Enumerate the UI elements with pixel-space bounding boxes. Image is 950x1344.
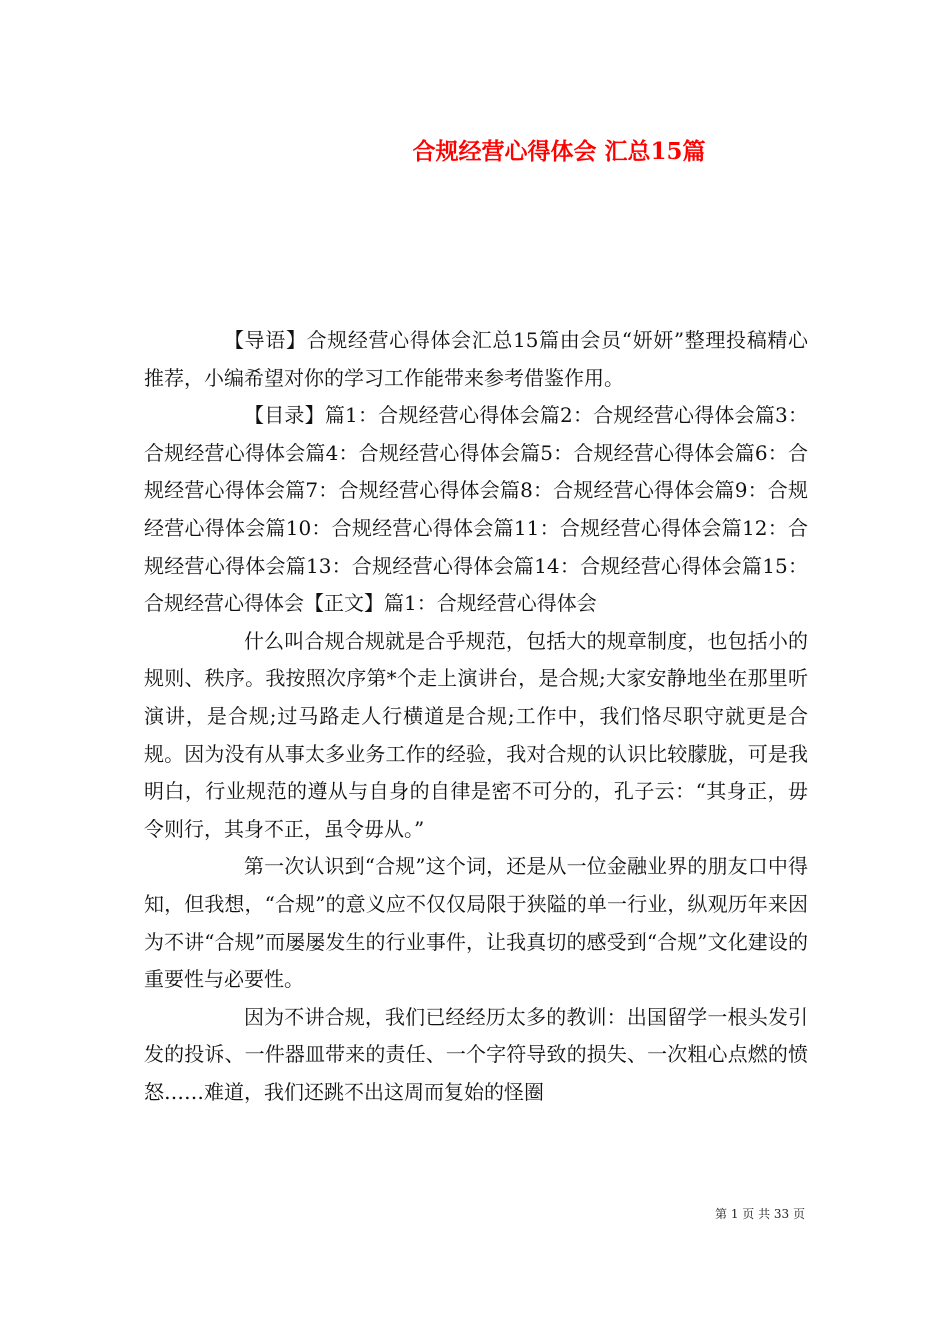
page-title-text: 合规经营心得体会 汇总15篇 — [412, 138, 706, 165]
toc-paragraph: 【目录】篇1：合规经营心得体会篇2：合规经营心得体会篇3：合规经营心得体会篇4：合规经营心得体会篇5：合规经营心得体会篇6：合规经营心得体会篇7：合规经营心得体会篇8：合规经营心得体会篇9：合规经营心得体会篇10：合规经营心得体会篇11：合规经营心得体会篇12：合规经营心得体会篇13：合规经营心得体会篇14：合规经营心得体会篇15：合规经营心得体会【正文】篇1：合规经营心得体会 — [144, 403, 808, 616]
body-paragraph-2: 第一次认识到“合规”这个词，还是从一位金融业界的朋友口中得知，但我想，“合规”的意义应不仅仅局限于狭隘的单一行业，纵观历年来因为不讲“合规”而屡屡发生的行业事件，让我真切的感受到“合规”文化建设的重要性与必要性。 — [144, 854, 808, 992]
page-number: 第 1 页 共 33 页 — [715, 1207, 805, 1221]
body-paragraph-3: 因为不讲合规，我们已经经历太多的教训：出国留学一根头发引发的投诉、一件器皿带来的责任、一个字符导致的损失、一次粗心点燃的愤怒……难道，我们还跳不出这周而复始的怪圈 — [144, 1004, 808, 1104]
body-paragraph-1: 什么叫合规合规就是合乎规范，包括大的规章制度，也包括小的规则、秩序。我按照次序第*个走上演讲台，是合规;大家安静地坐在那里听演讲，是合规;过马路走人行横道是合规;工作中，我们恪尽职守就更是合规。因为没有从事太多业务工作的经验，我对合规的认识比较朦胧，可是我明白，行业规范的遵从与自身的自律是密不可分的，孔子云：“其身正，毋令则行，其身不正，虽令毋从。” — [144, 628, 808, 841]
intro-paragraph: 【导语】合规经营心得体会汇总15篇由会员“妍妍”整理投稿精心推荐，小编希望对你的学习工作能带来参考借鉴作用。 — [144, 328, 808, 390]
document-body — [144, 322, 808, 1111]
page-title — [0, 133, 950, 166]
